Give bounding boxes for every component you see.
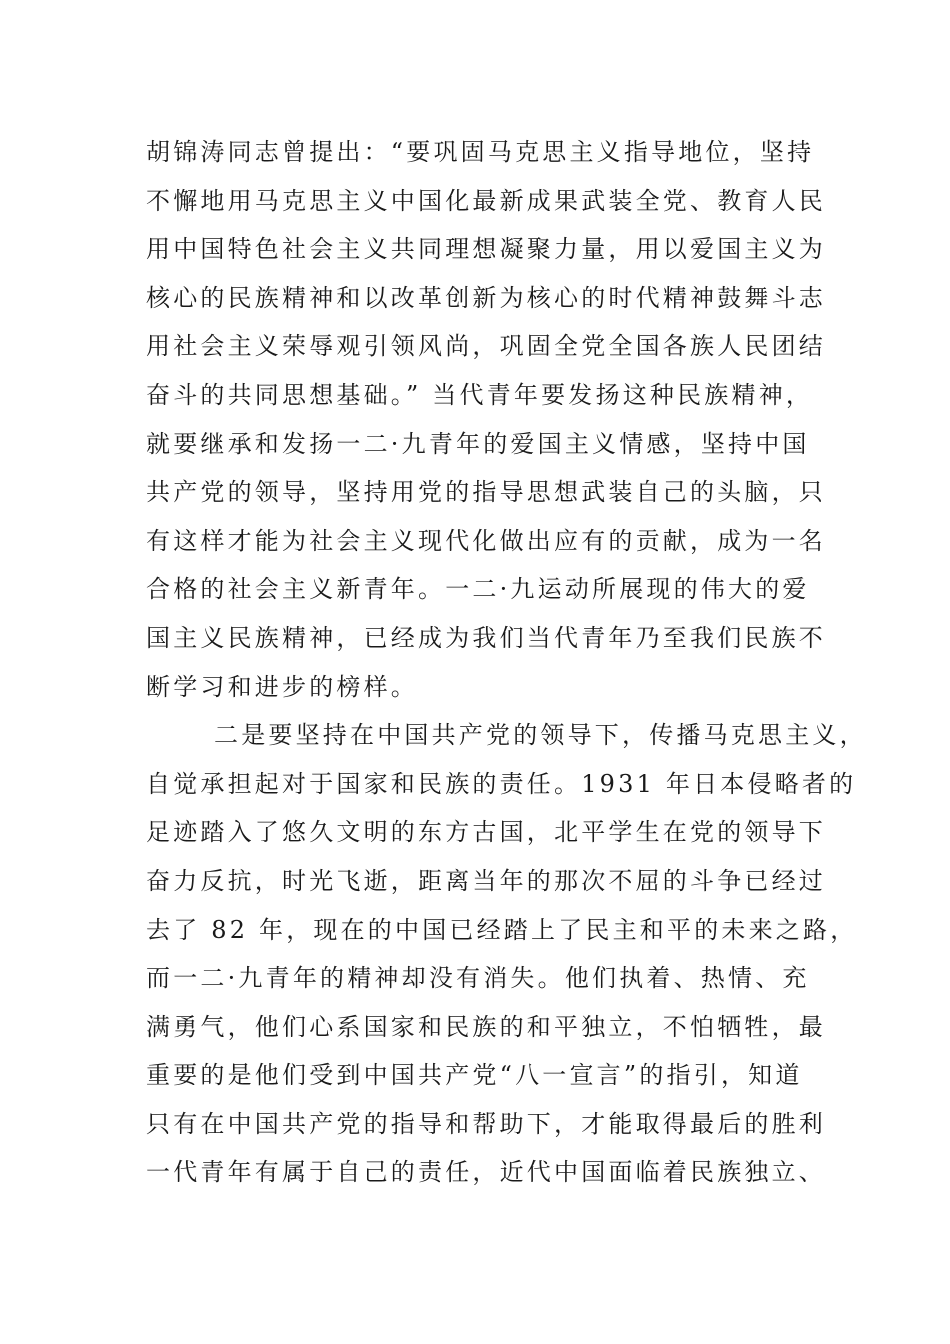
text-line: 共产党的领导，坚持用党的指导思想武装自己的头脑，只 xyxy=(146,478,826,507)
text-line: 胡锦涛同志曾提出：“要巩固马克思主义指导地位，坚持 xyxy=(146,138,815,166)
text-line: 奋力反抗，时光飞逝，距离当年的那次不屈的斗争已经过 xyxy=(146,866,826,895)
body-text xyxy=(146,128,867,1197)
text-line: 满勇气，他们心系国家和民族的和平独立，不怕牺牲，最 xyxy=(146,1012,826,1041)
text-line: 不懈地用马克思主义中国化最新成果武装全党、教育人民 xyxy=(146,186,826,215)
text-line: 而一二·九青年的精神却没有消失。他们执着、热情、充 xyxy=(146,964,810,993)
text-line: 重要的是他们受到中国共产党“八一宣言”的指引，知道 xyxy=(146,1061,803,1090)
text-line: 用中国特色社会主义共同理想凝聚力量，用以爱国主义为 xyxy=(146,235,826,264)
text-line: 断学习和进步的榜样。 xyxy=(146,672,418,701)
text-line: 就要继承和发扬一二·九青年的爱国主义情感，坚持中国 xyxy=(146,429,810,458)
text-line: 足迹踏入了悠久文明的东方古国，北平学生在党的领导下 xyxy=(146,818,826,847)
text-line: 去了 82 年，现在的中国已经踏上了民主和平的未来之路， xyxy=(146,915,858,944)
text-line: 奋斗的共同思想基础。” 当代青年要发扬这种民族精神， xyxy=(146,380,814,409)
text-line: 核心的民族精神和以改革创新为核心的时代精神鼓舞斗志 xyxy=(146,283,826,312)
text-line: 有这样才能为社会主义现代化做出应有的贡献，成为一名 xyxy=(146,526,826,555)
paragraph-start-line: 二是要坚持在中国共产党的领导下，传播马克思主义， xyxy=(214,721,867,750)
text-line: 国主义民族精神，已经成为我们当代青年乃至我们民族不 xyxy=(146,623,826,652)
text-line: 用社会主义荣辱观引领风尚，巩固全党全国各族人民团结 xyxy=(146,332,826,361)
text-line: 合格的社会主义新青年。一二·九运动所展现的伟大的爱 xyxy=(146,575,810,604)
text-line: 自觉承担起对于国家和民族的责任。1931 年日本侵略者的 xyxy=(146,769,857,798)
text-line: 一代青年有属于自己的责任，近代中国面临着民族独立、 xyxy=(146,1158,826,1187)
text-line: 只有在中国共产党的指导和帮助下，才能取得最后的胜利 xyxy=(146,1109,826,1138)
